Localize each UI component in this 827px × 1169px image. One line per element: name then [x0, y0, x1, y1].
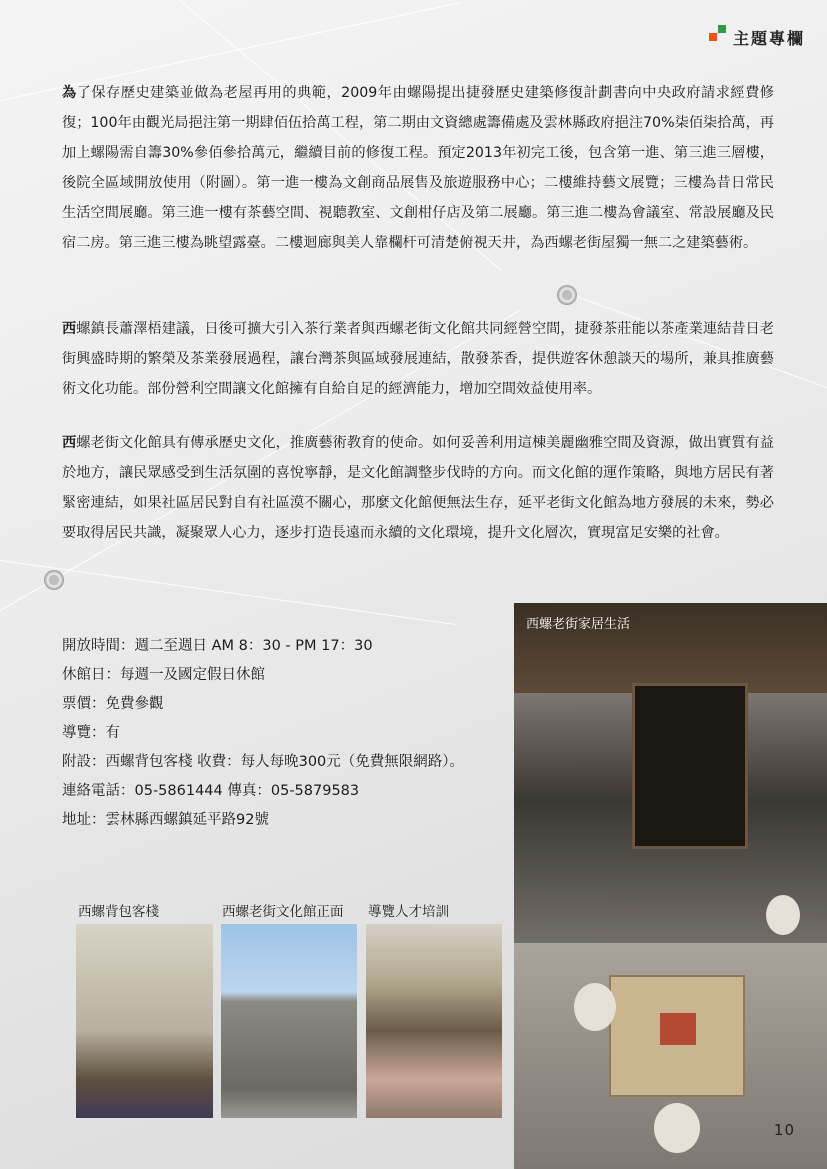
photo-caption: 西螺老街文化館正面	[222, 904, 344, 920]
photo-culture-hall-facade	[221, 924, 357, 1118]
photo-guide-training	[366, 924, 502, 1118]
photo-caption: 西螺背包客棧	[78, 904, 159, 920]
info-address: 地址：雲林縣西螺鎮延平路92號	[62, 812, 269, 828]
info-ticket: 票價：免費參觀	[62, 696, 164, 712]
photo-caption: 導覽人才培訓	[368, 904, 449, 920]
decorative-circle	[557, 285, 577, 305]
decorative-line	[0, 560, 456, 625]
section-title: 主題專欄	[732, 29, 805, 48]
section-header	[709, 26, 805, 49]
info-closed-days: 休館日：每週一及國定假日休館	[62, 667, 265, 683]
photo-backpacker-inn	[76, 924, 213, 1118]
info-facilities: 附設：西螺背包客棧 收費：每人每晚300元（免費無限網路）。	[62, 754, 465, 770]
main-photo-caption: 西螺老街家居生活	[526, 617, 631, 632]
info-hours: 開放時間：週二至週日 AM 8：30 - PM 17：30	[62, 638, 373, 654]
visitor-info-list	[62, 632, 464, 835]
info-phone: 連絡電話：05-5861444 傳真：05-5879583	[62, 783, 360, 799]
paragraph-3: 西螺老街文化館具有傳承歷史文化，推廣藝術教育的使命。如何妥善利用這棟美麗幽雅空間及資源，做出實質有益於地方，讓民眾感受到生活氛圍的喜悅寧靜，是文化館調整步伐時的方向。而文化館的運作策略，與地方居民有著緊密連結，如果社區居民對自有社區漠不關心，那麼文化館便無法生存，延平老街文化館為地方發展的未來，勢必要取得居民共識，凝聚眾人心力，逐步打造長遠而永續的文化環境，提升文化層次，實現富足安樂的社會。	[62, 435, 774, 541]
page-number: 10	[773, 1121, 795, 1139]
main-photo-courtyard	[514, 603, 827, 1169]
paragraph-2: 西螺鎮長蕭澤梧建議，日後可擴大引入茶行業者與西螺老街文化館共同經營空間，捷發茶莊能以茶產業連結昔日老街興盛時期的繁榮及茶業發展過程，讓台灣茶與區域發展連結，散發茶香，提供遊客休憩談天的場所，兼具推廣藝術文化功能。部份營利空間讓文化館擁有自給自足的經濟能力，增加空間效益使用率。	[62, 321, 774, 397]
decorative-circle	[44, 570, 64, 590]
logo-icon	[709, 29, 727, 47]
paragraph-1: 為了保存歷史建築並做為老屋再用的典範，2009年由螺陽提出捷發歷史建築修復計劃書向中央政府請求經費修復；100年由觀光局挹注第一期肆佰伍拾萬工程，第二期由文資總處籌備處及雲林縣政府挹注70%柒佰柒拾萬，再加上螺陽需自籌30%參佰參拾萬元，繼續目前的修復工程。預定2013年初完工後，包含第一進、第三進三層樓，後院全區域開放使用（附圖）。第一進一樓為文創商品展售及旅遊服務中心；二樓維持藝文展覽；三樓為昔日常民生活空間展廳。第三進一樓有茶藝空間、視聽教室、文創柑仔店及第二展廳。第三進二樓為會議室、常設展廳及民宿二房。第三進三樓為眺望露臺。二樓迴廊與美人靠欄杆可清楚俯視天井，為西螺老街屋獨一無二之建築藝術。	[62, 85, 774, 251]
info-guide: 導覽：有	[62, 725, 120, 741]
